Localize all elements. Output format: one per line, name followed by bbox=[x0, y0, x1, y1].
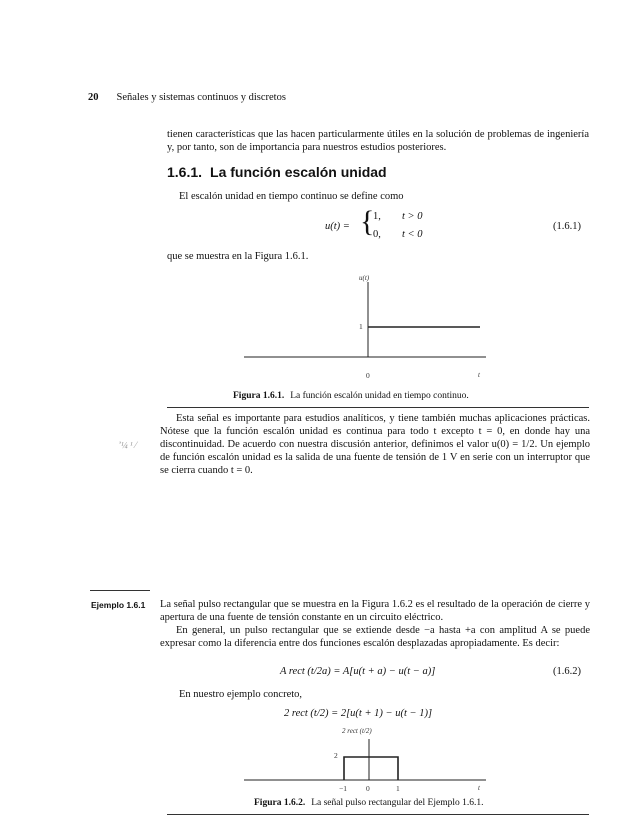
eq-1-6-2-lhs: A rect (t/2a) bbox=[280, 666, 331, 677]
section-title-text: La función escalón unidad bbox=[210, 164, 387, 180]
example-label: Ejemplo 1.6.1 bbox=[91, 600, 146, 610]
section-number: 1.6.1. bbox=[167, 164, 203, 180]
section-title bbox=[167, 164, 387, 180]
eq-1-6-1-case1-value: 1, bbox=[373, 211, 381, 222]
eq-1-6-1-case1-cond: t > 0 bbox=[402, 211, 423, 222]
eq-concrete-lhs: 2 rect (t/2) bbox=[284, 708, 329, 719]
running-header bbox=[88, 92, 286, 103]
fig1-origin-label: 0 bbox=[366, 371, 370, 380]
eq-1-6-1-lhs: u(t) = bbox=[325, 221, 350, 232]
fig2-tick-0: 0 bbox=[366, 784, 370, 793]
eq-1-6-2 bbox=[280, 666, 435, 677]
eq-concrete bbox=[284, 708, 432, 719]
fig2-level-label: 2 bbox=[334, 751, 338, 760]
eq-1-6-2-rhs: = A[u(t + a) − u(t − a)] bbox=[333, 666, 436, 677]
fig1-caption-label: Figura 1.6.1. bbox=[233, 391, 285, 401]
figure-rect-pulse bbox=[240, 735, 500, 790]
intro-paragraph: tienen características que las hacen particularmente útiles en la solución de problemas de ingeniería y, por tanto, son de importancia para nuestros estudios posteriores. bbox=[167, 129, 589, 153]
fig2-t-label: t bbox=[478, 784, 480, 792]
fig2-caption-text: La señal pulso rectangular del Ejemplo 1.6.1. bbox=[311, 798, 484, 808]
fig2-y-label: 2 rect (t/2) bbox=[342, 727, 372, 735]
fig1-level-label: 1 bbox=[359, 322, 363, 331]
example-rule bbox=[90, 590, 150, 591]
example-paragraph-b: En general, un pulso rectangular que se extiende desde −a hasta +a con amplitud A se puede expresar como la diferencia entre dos funciones escalón desplazadas apropiadamente. Es decir: bbox=[160, 625, 590, 649]
example-paragraph: La señal pulso rectangular que se muestra en la Figura 1.6.2 es el resultado de la operación de cierre y apertura de una fuente de tensión constante en un circuito eléctrico. bbox=[160, 599, 590, 623]
concrete-sentence: En nuestro ejemplo concreto, bbox=[179, 689, 303, 700]
fig1-t-label: t bbox=[478, 371, 480, 379]
fig2-tick-1: 1 bbox=[396, 784, 400, 793]
fig2-tick-neg1: −1 bbox=[339, 784, 347, 793]
fig2-caption-label: Figura 1.6.2. bbox=[254, 798, 306, 808]
paragraph-2: Esta señal es importante para estudios analíticos, y tiene también muchas aplicaciones prácticas. Nótese que la función escalón unidad es continua para todo t excepto t = 0, en donde hay una discontinuidad. De acuerdo con nuestra discusión anterior, definimos el valor u(0) = 1/2. Un ejemplo de función escalón unidad es la salida de una fuente de tensión de 1 V en serie con un interruptor que se cierra cuando t = 0. bbox=[160, 413, 590, 476]
page-number: 20 bbox=[88, 92, 99, 103]
eq-1-6-2-number: (1.6.2) bbox=[553, 666, 581, 677]
eq-concrete-rhs: = 2[u(t + 1) − u(t − 1)] bbox=[331, 708, 433, 719]
after-eq-sentence: que se muestra en la Figura 1.6.1. bbox=[167, 251, 309, 262]
fig1-y-label: u(t) bbox=[359, 274, 370, 282]
fig2-rule bbox=[167, 814, 589, 815]
definition-sentence: El escalón unidad en tiempo continuo se define como bbox=[179, 191, 404, 202]
eq-1-6-1-brace: { bbox=[360, 205, 375, 238]
fig2-caption bbox=[254, 798, 483, 808]
fig1-rule bbox=[167, 407, 589, 408]
eq-1-6-1-case2-cond: t < 0 bbox=[402, 229, 423, 240]
eq-1-6-1-number: (1.6.1) bbox=[553, 221, 581, 232]
fig2-pulse bbox=[344, 757, 398, 780]
fig1-caption-text: La función escalón unidad en tiempo continuo. bbox=[290, 391, 469, 401]
margin-note: ʼ¼ ¹ ⁄ bbox=[118, 440, 137, 450]
fig1-caption bbox=[233, 391, 469, 401]
running-title: Señales y sistemas continuos y discretos bbox=[116, 92, 286, 103]
figure-unit-step bbox=[240, 270, 500, 390]
eq-1-6-1-case2-value: 0, bbox=[373, 229, 381, 240]
